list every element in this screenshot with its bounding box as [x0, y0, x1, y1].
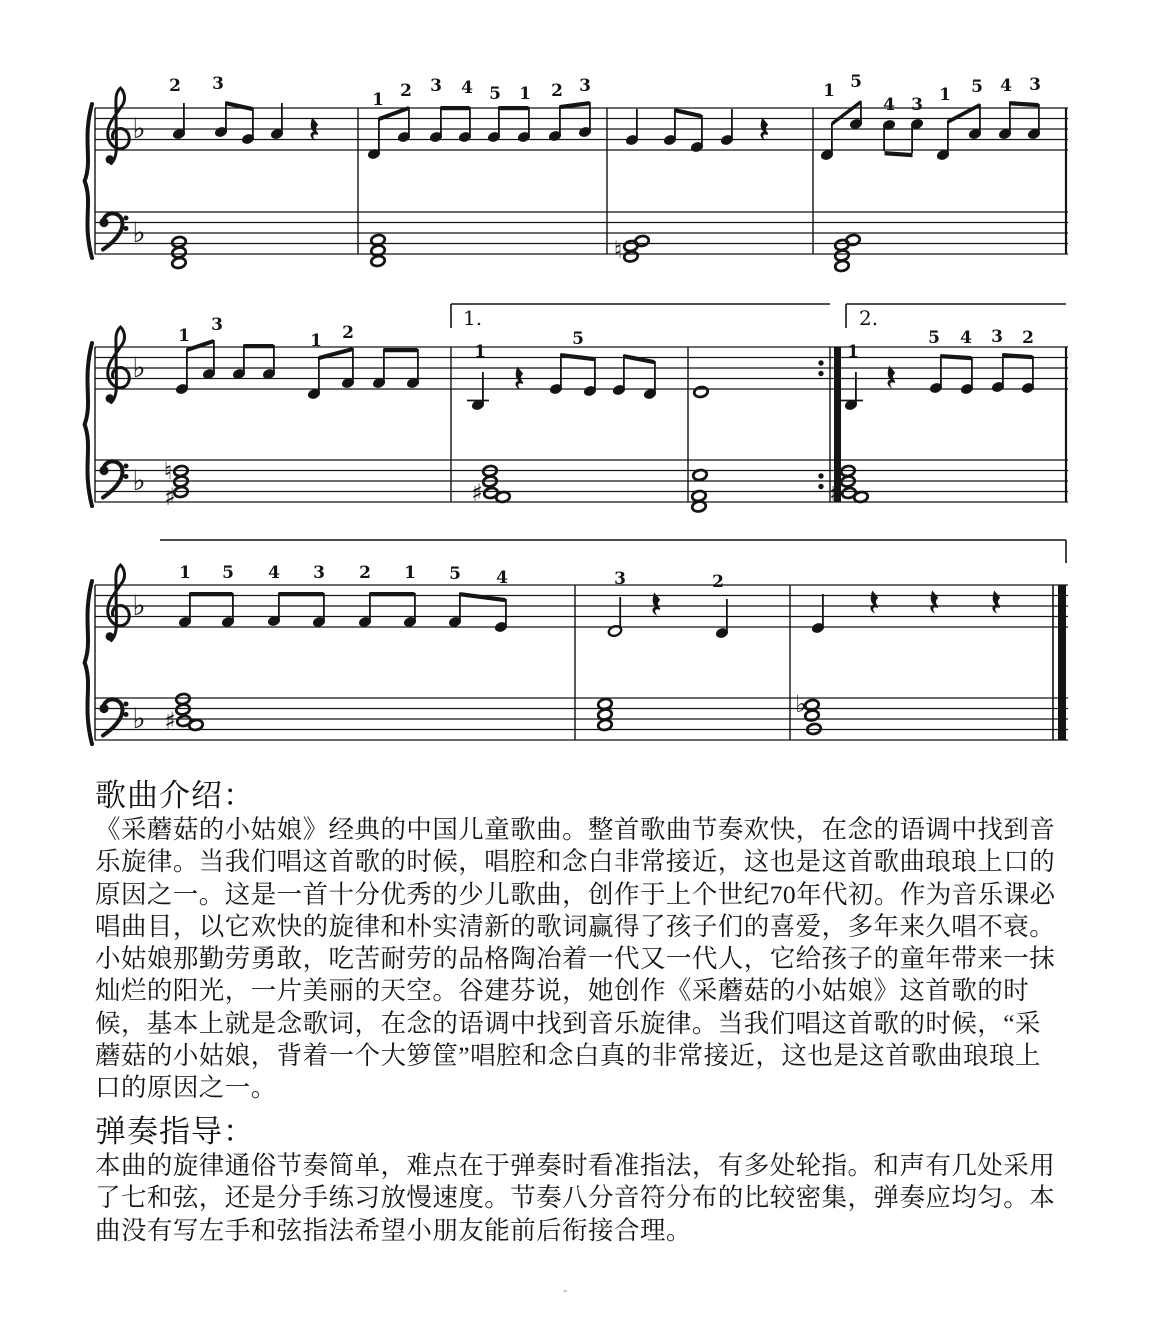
finger-number: 3	[313, 563, 325, 583]
repeat-dot	[818, 484, 823, 489]
finger-number: 2	[169, 76, 181, 96]
quarter-rest	[992, 591, 1000, 614]
repeat-dot	[818, 360, 823, 365]
quarter-rest	[930, 591, 938, 614]
finger-number: 2	[551, 81, 563, 101]
finger-number: 2	[1022, 328, 1034, 348]
finger-number: 5	[971, 77, 983, 97]
finger-number: 5	[572, 329, 584, 349]
accidental: ♭	[132, 702, 146, 735]
finger-number: 5	[489, 84, 501, 104]
intro-line: 原因之一。这是一首十分优秀的少儿歌曲，创作于上个世纪70年代初。作为音乐课必	[95, 879, 1056, 909]
whole-notehead	[623, 250, 638, 262]
beam	[190, 592, 233, 596]
finger-number: 1	[178, 326, 190, 346]
bass-clef-icon	[124, 216, 129, 221]
finger-number: 3	[430, 76, 442, 96]
accidental: ♯	[164, 707, 176, 735]
finger-number: 4	[1000, 76, 1012, 96]
finger-number: 2	[342, 323, 354, 343]
intro-line: 小姑娘那勤劳勇敢，吃苦耐劳的品格陶冶着一代又一代人，它给孩子的童年带来一抹	[95, 944, 1056, 974]
treble-clef-icon	[106, 394, 114, 402]
intro-line: 乐旋律。当我们唱这首歌的时候，唱腔和念白非常接近，这也是这首歌曲琅琅上口的	[95, 847, 1056, 877]
finger-number: 3	[579, 76, 591, 96]
beam	[244, 344, 274, 348]
treble-clef-icon	[108, 565, 130, 641]
guide-paragraph	[95, 1150, 1055, 1247]
finger-number: 3	[911, 95, 923, 115]
finger-number: 3	[614, 569, 626, 589]
bass-clef-icon	[124, 702, 129, 707]
volta-number: 1.	[463, 306, 483, 330]
accidental: ♭	[132, 112, 146, 145]
accidental: ♯	[471, 479, 483, 507]
finger-number: 3	[212, 74, 224, 94]
quarter-rest	[870, 591, 878, 614]
guide-line: 了七和弦，还是分手练习放慢速度。节奏八分音符分布的比较密集，弹奏应均匀。本	[95, 1183, 1056, 1213]
treble-clef-icon	[106, 155, 114, 163]
finger-number: 3	[211, 315, 223, 335]
beam	[675, 108, 702, 118]
guide-line: 曲没有写左手和弦指法希望小朋友能前后衔接合理。	[95, 1215, 692, 1245]
accidental: ♮	[613, 236, 623, 264]
beam	[226, 101, 254, 111]
intro-paragraph	[95, 814, 1056, 1105]
finger-number: 4	[268, 563, 280, 583]
accidental: ♭	[132, 351, 146, 384]
beam	[948, 103, 980, 124]
finger-number: 5	[449, 564, 461, 584]
thick-barline	[1058, 585, 1066, 740]
intro-line: 口的原因之一。	[95, 1073, 277, 1103]
intro-line: 候，基本上就是念歌词，在念的语调中找到音乐旋律。当我们唱这首歌的时候，“采	[95, 1008, 1041, 1038]
finger-number: 4	[496, 568, 508, 588]
repeat-dot	[818, 371, 823, 376]
beam	[1010, 101, 1039, 107]
bass-clef-icon	[124, 226, 129, 231]
whole-notehead	[693, 386, 708, 398]
system-brace	[85, 343, 92, 506]
beam	[1003, 353, 1033, 359]
accidental: ♭	[795, 690, 807, 718]
accidental: ♭	[132, 464, 146, 497]
bass-clef-icon	[124, 464, 129, 469]
finger-number: 2	[359, 563, 371, 583]
finger-number: 1	[179, 563, 191, 583]
finger-number: 4	[960, 328, 972, 348]
finger-number: 5	[928, 328, 940, 348]
repeat-dot	[818, 473, 823, 478]
treble-clef-icon	[108, 88, 130, 164]
bass-clef-icon	[99, 218, 108, 227]
finger-number: 2	[712, 572, 724, 592]
guide-heading: 弹奏指导：	[95, 1114, 255, 1149]
guide-line: 本曲的旋律通俗节奏简单，难点在于弹奏时看准指法，有多处轮指。和声有几处采用	[95, 1151, 1056, 1180]
bass-clef-icon	[124, 474, 129, 479]
whole-notehead	[370, 255, 385, 267]
beam	[279, 592, 324, 596]
finger-number: 2	[400, 81, 412, 101]
finger-number: 4	[461, 78, 473, 98]
finger-number: 5	[850, 72, 862, 92]
finger-number: 1	[474, 342, 486, 362]
finger-number: 3	[1029, 75, 1041, 95]
intro-line: 蘑菇的小姑娘，背着一个大箩筐”唱腔和念白真的非常接近，这也是这首歌曲琅琅上	[95, 1041, 1041, 1071]
finger-number: 1	[847, 342, 859, 362]
treble-clef-icon	[108, 327, 130, 403]
beam	[370, 592, 415, 596]
intro-line: 灿烂的阳光，一片美丽的天空。谷建芬说，她创作《采蘑菇的小姑娘》这首歌的时	[95, 976, 1030, 1006]
volta-number: 2.	[859, 306, 879, 330]
finger-number: 5	[222, 563, 234, 583]
whole-notehead	[171, 257, 186, 269]
whole-notehead	[834, 260, 849, 272]
bass-clef-icon	[124, 712, 129, 717]
accidental: ♯	[829, 479, 841, 507]
finger-number: 3	[991, 327, 1003, 347]
beam	[499, 106, 529, 110]
beam	[460, 592, 506, 602]
finger-number: 1	[939, 85, 951, 105]
finger-number: 1	[823, 81, 835, 101]
intro-line: 唱曲目，以它欢快的旋律和朴实清新的歌词赢得了孩子们的喜爱，多年来久唱不衰。	[95, 911, 1056, 941]
finger-number: 4	[883, 95, 895, 115]
intro-heading: 歌曲介绍：	[95, 778, 255, 813]
bass-clef-icon	[99, 466, 108, 475]
finger-number: 1	[310, 331, 322, 351]
intro-line: 《采蘑菇的小姑娘》经典的中国儿童歌曲。整首歌曲节奏欢快，在念的语调中找到音	[95, 815, 1056, 844]
accidental: ♯	[164, 483, 176, 511]
beam	[624, 354, 655, 364]
finger-number: 1	[404, 563, 416, 583]
bass-clef-icon	[99, 704, 108, 713]
system-brace	[85, 581, 92, 744]
accidental: ♮	[163, 457, 173, 485]
beam	[941, 354, 972, 360]
quarter-rest	[887, 366, 895, 389]
beam	[441, 106, 470, 110]
beam	[885, 151, 913, 157]
beam	[384, 348, 418, 352]
finger-number: 1	[372, 90, 384, 110]
accidental: ♭	[132, 589, 146, 622]
beam	[319, 347, 353, 360]
system-brace	[85, 104, 92, 258]
treble-clef-icon	[106, 632, 114, 640]
accidental: ♭	[132, 216, 146, 249]
beam	[561, 353, 595, 361]
finger-number: 1	[519, 84, 531, 104]
page-mark: -	[563, 1282, 568, 1297]
whole-notehead	[175, 703, 190, 715]
beam	[187, 339, 214, 352]
